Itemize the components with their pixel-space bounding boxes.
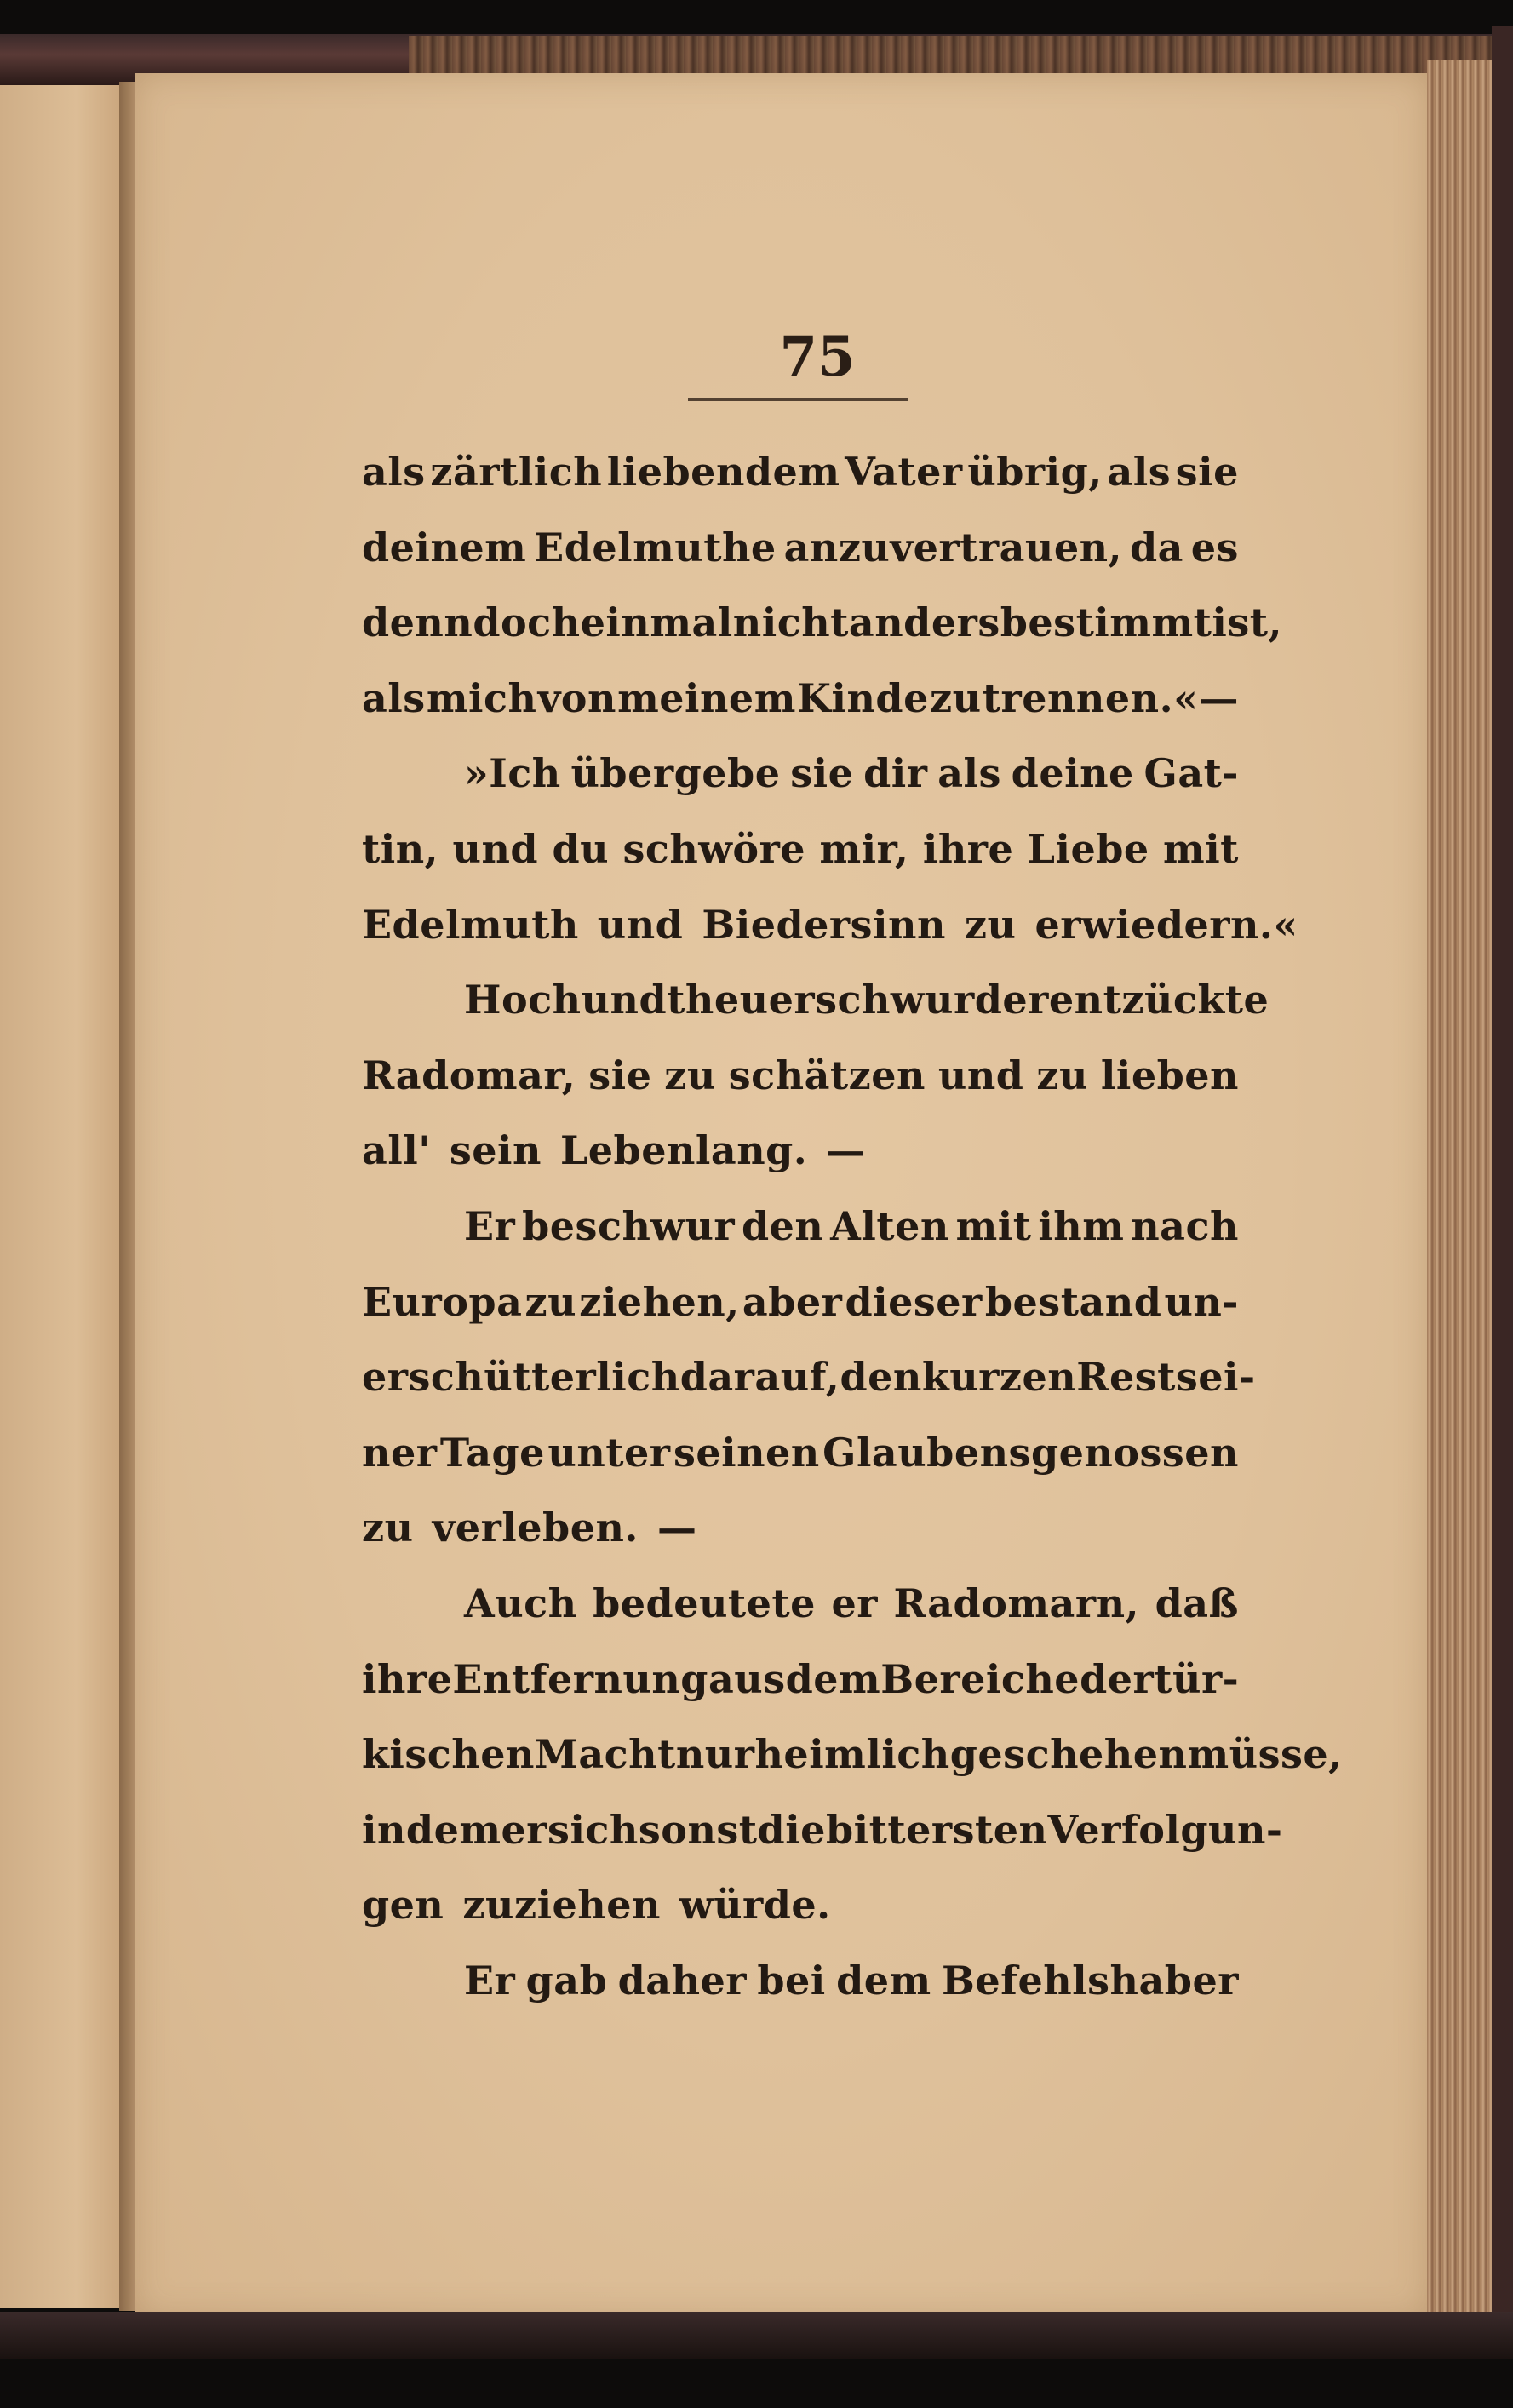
- text-word: Macht: [534, 1731, 676, 1778]
- text-line: [362, 736, 1239, 811]
- text-word: —: [1199, 674, 1239, 721]
- text-word: zu: [524, 1278, 577, 1325]
- text-word: nicht: [732, 599, 849, 646]
- text-word: indem: [362, 1806, 501, 1853]
- text-word: »Ich: [464, 750, 561, 797]
- text-word: zu: [362, 1505, 414, 1551]
- text-word: übrig,: [967, 449, 1103, 495]
- text-word: nur: [675, 1731, 755, 1778]
- text-word: als: [362, 449, 426, 495]
- text-word: mit: [1163, 825, 1239, 872]
- text-word: Er: [464, 1202, 516, 1249]
- text-word: daher: [617, 1957, 748, 2004]
- text-word: zu: [930, 674, 982, 721]
- text-word: bestand: [984, 1278, 1162, 1325]
- text-word: Edelmuth: [362, 901, 579, 948]
- text-word: tin,: [362, 825, 439, 872]
- text-word: darauf,: [679, 1354, 840, 1401]
- text-line: [362, 1264, 1239, 1340]
- text-word: zärtlich: [430, 449, 603, 495]
- text-word: Lebenlang.: [559, 1127, 808, 1174]
- text-line: [362, 1642, 1239, 1717]
- text-line: [362, 510, 1239, 586]
- text-word: geschehen: [949, 1731, 1188, 1778]
- text-word: Radomarn,: [893, 1580, 1140, 1626]
- top-binding-texture: [409, 36, 1513, 77]
- text-word: müsse,: [1187, 1731, 1343, 1778]
- text-line: [362, 887, 1298, 963]
- text-word: liebendem: [606, 449, 840, 495]
- text-word: Vater: [845, 449, 963, 495]
- text-word: sich: [547, 1806, 639, 1853]
- text-word: sie: [790, 750, 854, 797]
- text-word: dem: [785, 1655, 881, 1702]
- text-word: —: [826, 1127, 866, 1174]
- text-word: Alten: [830, 1202, 949, 1249]
- text-line: [362, 1867, 1239, 1943]
- text-word: doch: [473, 599, 581, 646]
- text-word: mit: [955, 1202, 1032, 1249]
- text-word: und: [581, 977, 668, 1023]
- text-word: tür-: [1154, 1655, 1240, 1702]
- text-word: Tage: [439, 1429, 545, 1476]
- body-text: [362, 434, 1343, 2018]
- text-word: daß: [1155, 1580, 1239, 1626]
- text-word: ihre: [922, 825, 1014, 872]
- text-word: verleben.: [432, 1505, 639, 1551]
- text-word: Entfernung: [452, 1655, 708, 1702]
- text-word: heimlich: [754, 1731, 950, 1778]
- text-word: Glaubensgenossen: [822, 1429, 1239, 1476]
- text-word: Edelmuthe: [534, 524, 777, 570]
- text-word: zu: [964, 901, 1017, 948]
- text-word: Gat-: [1143, 750, 1239, 797]
- text-word: Radomar,: [362, 1052, 576, 1098]
- text-word: denn: [362, 599, 473, 646]
- text-word: den: [840, 1354, 922, 1401]
- text-word: Rest: [1076, 1354, 1176, 1401]
- text-word: Auch: [464, 1580, 577, 1626]
- text-word: bittersten: [825, 1806, 1048, 1853]
- text-line: [362, 1566, 1239, 1642]
- text-word: erwiedern.«: [1034, 901, 1298, 948]
- text-line: [362, 1943, 1239, 2019]
- text-line: [362, 1339, 1256, 1415]
- text-word: der: [974, 977, 1049, 1023]
- text-word: Bereiche: [880, 1655, 1080, 1702]
- text-word: ner: [362, 1429, 438, 1476]
- text-word: sie: [1175, 449, 1239, 495]
- text-word: Befehlshaber: [942, 1957, 1239, 2004]
- text-line: [362, 1717, 1343, 1792]
- text-word: ihre: [362, 1655, 453, 1702]
- text-word: aber: [742, 1278, 843, 1325]
- text-word: als: [362, 674, 426, 721]
- text-word: sei-: [1175, 1354, 1256, 1401]
- text-word: lieben: [1100, 1052, 1239, 1098]
- text-line: [362, 1415, 1239, 1491]
- text-word: Kinde: [797, 674, 929, 721]
- text-word: beschwur: [522, 1202, 736, 1249]
- text-word: es: [1190, 524, 1239, 570]
- text-line: [362, 661, 1239, 737]
- text-word: unter: [547, 1429, 671, 1476]
- text-word: schätzen: [728, 1052, 926, 1098]
- text-word: Verfolgun-: [1047, 1806, 1283, 1853]
- text-line: [362, 1189, 1239, 1264]
- text-word: dem: [836, 1957, 931, 2004]
- text-line: [362, 1792, 1283, 1868]
- text-word: zu: [664, 1052, 716, 1098]
- text-word: kurzen: [921, 1354, 1077, 1401]
- text-word: gen: [362, 1882, 444, 1929]
- text-line: [362, 1113, 1239, 1189]
- text-word: bestimmt: [1000, 599, 1212, 646]
- page-block-edges: [1427, 60, 1495, 2325]
- text-word: Biedersinn: [702, 901, 946, 948]
- text-word: deinem: [362, 524, 527, 570]
- text-word: ist,: [1212, 599, 1283, 646]
- text-word: un-: [1164, 1278, 1239, 1325]
- text-word: den: [741, 1202, 824, 1249]
- text-word: würde.: [679, 1882, 831, 1929]
- text-word: entzückte: [1048, 977, 1269, 1023]
- text-line: [362, 962, 1269, 1038]
- text-line: [362, 1038, 1239, 1114]
- text-word: schwöre: [622, 825, 806, 872]
- text-word: erschütterlich: [362, 1354, 680, 1401]
- text-line: [362, 1490, 1239, 1566]
- text-word: und: [597, 901, 684, 948]
- text-word: dieser: [845, 1278, 983, 1325]
- text-word: als: [937, 750, 1001, 797]
- text-word: deine: [1011, 750, 1134, 797]
- text-word: die: [757, 1806, 826, 1853]
- text-word: einmal: [580, 599, 733, 646]
- text-word: gab: [525, 1957, 608, 2004]
- text-word: Liebe: [1027, 825, 1149, 872]
- text-word: er: [831, 1580, 878, 1626]
- text-word: dir: [863, 750, 928, 797]
- text-word: sie: [588, 1052, 652, 1098]
- text-word: von: [537, 674, 616, 721]
- text-word: der: [1080, 1655, 1155, 1702]
- text-word: all': [362, 1127, 431, 1174]
- header-rule: [688, 398, 908, 401]
- text-word: anders: [848, 599, 1000, 646]
- text-word: und: [452, 825, 539, 872]
- text-word: zuziehen: [462, 1882, 661, 1929]
- text-word: —: [656, 1505, 697, 1551]
- text-word: Hoch: [464, 977, 582, 1023]
- text-word: Er: [464, 1957, 516, 2004]
- text-word: bedeutete: [593, 1580, 816, 1626]
- text-word: anzuvertrauen,: [783, 524, 1123, 570]
- text-line: [362, 585, 1283, 661]
- text-word: bei: [757, 1957, 826, 2004]
- text-word: ziehen,: [579, 1278, 740, 1325]
- left-page-edge: [0, 85, 128, 2308]
- text-word: als: [1107, 449, 1172, 495]
- text-word: da: [1129, 524, 1183, 570]
- text-word: übergebe: [570, 750, 781, 797]
- text-word: schwur: [815, 977, 975, 1023]
- text-word: er: [501, 1806, 548, 1853]
- text-word: sein: [449, 1127, 542, 1174]
- text-word: und: [937, 1052, 1024, 1098]
- text-word: trennen.«: [982, 674, 1199, 721]
- text-word: theuer: [667, 977, 816, 1023]
- text-word: Europa: [362, 1278, 523, 1325]
- text-word: mich: [426, 674, 537, 721]
- bottom-binding: [0, 2312, 1513, 2359]
- page-number: 75: [779, 325, 856, 389]
- text-word: meinem: [617, 674, 796, 721]
- text-line: [362, 811, 1239, 887]
- text-word: nach: [1131, 1202, 1239, 1249]
- text-word: sonst: [638, 1806, 758, 1853]
- text-line: [362, 434, 1239, 510]
- text-word: kischen: [362, 1731, 535, 1778]
- right-cover: [1492, 26, 1513, 2359]
- text-word: mir,: [819, 825, 909, 872]
- text-word: zu: [1036, 1052, 1088, 1098]
- text-word: seinen: [673, 1429, 820, 1476]
- text-word: aus: [708, 1655, 786, 1702]
- text-word: ihm: [1038, 1202, 1125, 1249]
- text-word: du: [552, 825, 610, 872]
